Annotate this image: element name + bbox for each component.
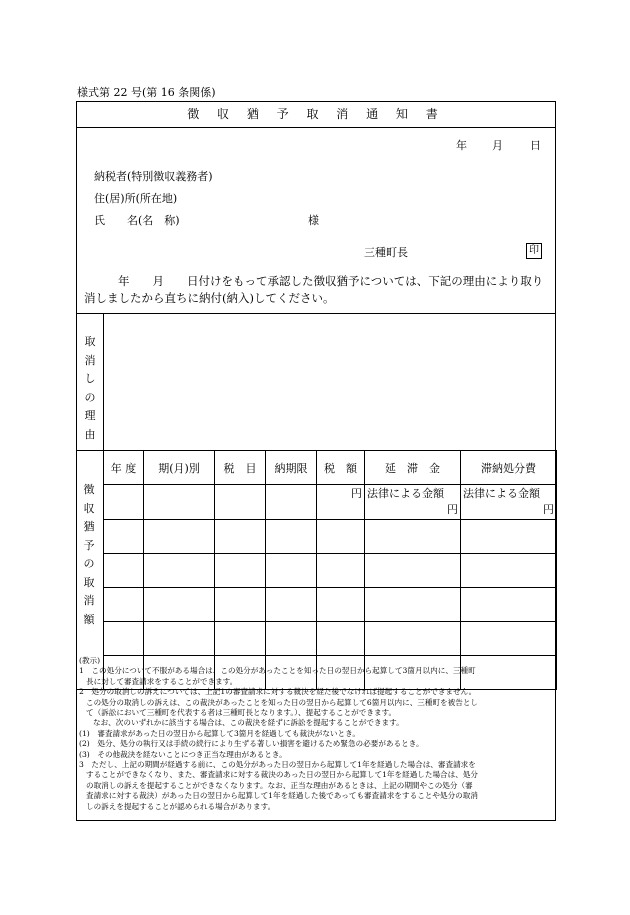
cell-tax-amount	[317, 588, 365, 622]
disposal-note: 法律による金額	[463, 487, 540, 500]
notes-line: することができなくなり、また、審査請求に対する裁決のあった日の翌日から起算して1年を経過した場合は、処分	[86, 770, 479, 780]
amount-label-cell	[77, 451, 104, 690]
header-delinquency: 延 滞 金	[365, 451, 461, 485]
reason-label: 取消しの理由	[84, 335, 96, 441]
header-period: 期(月)別	[144, 451, 215, 485]
cell-disposal-cost	[461, 622, 557, 656]
cell-disposal-cost	[461, 485, 557, 520]
seal-mark: 印	[526, 243, 542, 259]
date-year: 年	[456, 139, 467, 152]
cell-disposal-cost	[461, 588, 557, 622]
notes-line: この処分の取消しの訴えは、この裁決があったことを知った日の翌日から起算して6箇月以内に、三種町を被告とし	[86, 697, 479, 707]
notes-line: (1) 審査請求があった日の翌日から起算して3箇月を経過しても裁決がないとき。	[79, 728, 360, 738]
cell-delinquency	[365, 520, 461, 554]
header-due-date: 納期限	[266, 451, 317, 485]
issuer-label: 三種町長	[364, 246, 408, 259]
cell-year	[104, 485, 144, 520]
cell-tax-amount	[317, 485, 365, 520]
notes-line: なお、次のいずれかに該当する場合は、この裁決を経ずに訴訟を提起することができます。	[93, 718, 404, 728]
taxpayer-label: 納税者(特別徴収義務者)	[94, 170, 213, 183]
delinquency-unit: 円	[447, 503, 458, 516]
cell-delinquency	[365, 622, 461, 656]
notes-line: 3 ただし、上記の期間が経過する前に、この処分があった日の翌日から起算して1年を経過した場合は、審査請求を	[79, 760, 476, 770]
honorific: 様	[308, 214, 319, 227]
table-header-row	[77, 451, 557, 485]
header-disposal-cost: 滞納処分費	[461, 451, 557, 485]
notes-line: の取消しの訴えを提起することができなくなります。なお、正当な理由があるときは、上記の期間やこの処分（審	[86, 780, 473, 790]
date-month: 月	[492, 139, 503, 152]
notes-line: 査請求に対する裁決）があった日の翌日から起算して1年を経過した後であっても審査請求をすることや処分の取消	[86, 791, 478, 801]
cell-period	[144, 485, 215, 520]
cell-year	[104, 588, 144, 622]
cell-period	[144, 520, 215, 554]
amount-label: 徴収猶予の取消額	[83, 483, 95, 626]
cell-due-date	[266, 622, 317, 656]
notes-line: 長に対して審査請求をすることができます。	[86, 676, 238, 686]
tax-unit: 円	[351, 487, 362, 500]
cell-period	[144, 622, 215, 656]
cell-tax-amount	[317, 520, 365, 554]
cell-year	[104, 554, 144, 588]
cell-disposal-cost	[461, 520, 557, 554]
cell-due-date	[266, 520, 317, 554]
cell-tax-item	[215, 622, 266, 656]
table-row	[77, 588, 557, 622]
table-row	[77, 520, 557, 554]
cell-year	[104, 520, 144, 554]
cell-tax-item	[215, 520, 266, 554]
cell-tax-item	[215, 588, 266, 622]
notes-line: (3) その他裁決を経ないことにつき正当な理由があるとき。	[79, 749, 287, 759]
cell-period	[144, 588, 215, 622]
address-label: 住(居)所(所在地)	[94, 192, 178, 205]
cell-tax-item	[215, 485, 266, 520]
notes-heading: (教示)	[79, 656, 101, 665]
disposal-unit: 円	[543, 503, 554, 516]
cell-delinquency	[365, 554, 461, 588]
header-fiscal-year: 年 度	[104, 451, 144, 485]
notice-line-1: 年 月 日付けをもって承認した徴収猶予については、下記の理由により取り	[118, 274, 544, 288]
cell-period	[144, 554, 215, 588]
notes-line: 1 この処分について不服がある場合は、この処分があったことを知った日の翌日から起算して3箇月以内に、三種町	[79, 666, 476, 676]
notice-text	[84, 273, 550, 307]
cell-delinquency	[365, 485, 461, 520]
form-number: 様式第 22 号(第 16 条関係)	[77, 86, 216, 99]
notes-line: て（訴訟において三種町を代表する者は三種町長となります。）、提起することができます。	[86, 708, 397, 718]
notes-line: しの訴えを提起することが認められる場合があります。	[86, 801, 276, 811]
header-tax-item: 税 目	[215, 451, 266, 485]
cell-due-date	[266, 554, 317, 588]
delinquency-note: 法律による金額	[367, 487, 444, 500]
notice-line-2: 消しましたから直ちに納付(納入)してください。	[84, 291, 335, 305]
cell-disposal-cost	[461, 554, 557, 588]
reason-top-rule	[76, 313, 556, 314]
notes-line: (2) 処分、処分の執行又は手続の続行により生ずる著しい損害を避けるため緊急の必要があるとき。	[79, 739, 424, 749]
name-label: 氏 名(名 称)	[94, 214, 180, 227]
cell-due-date	[266, 588, 317, 622]
cell-tax-item	[215, 554, 266, 588]
cell-year	[104, 622, 144, 656]
date-day: 日	[530, 139, 541, 152]
reason-divider	[103, 313, 104, 450]
amount-table	[76, 450, 557, 690]
instructions-notes	[79, 656, 555, 812]
header-tax-amount: 税 額	[317, 451, 365, 485]
notes-line: 2 処分の取消しの訴えについては、上記1の審査請求に対する裁決を経た後でなければ提起することができません。	[79, 687, 477, 697]
table-row	[77, 622, 557, 656]
document-title: 徴 収 猶 予 取 消 通 知 書	[77, 102, 555, 128]
cell-tax-amount	[317, 622, 365, 656]
cell-delinquency	[365, 588, 461, 622]
cell-tax-amount	[317, 554, 365, 588]
table-row	[77, 485, 557, 520]
cell-due-date	[266, 485, 317, 520]
table-row	[77, 554, 557, 588]
